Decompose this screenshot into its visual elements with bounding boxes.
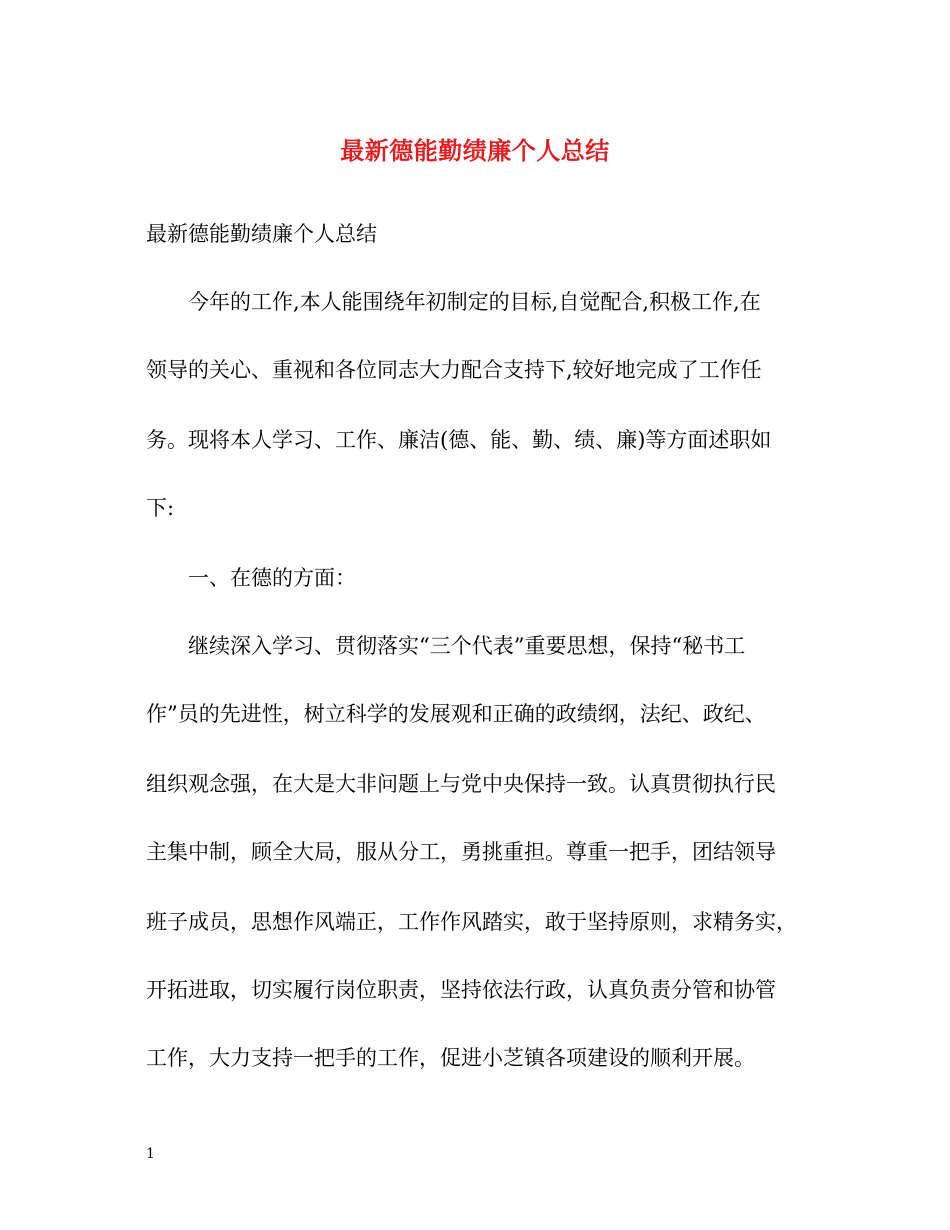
section-heading: 一、在德的方面： [188, 566, 356, 590]
body-line: 主集中制，顾全大局，服从分工，勇挑重担。尊重一把手，团结领导 [146, 840, 776, 864]
body-line: 作”员的先进性，树立科学的发展观和正确的政绩纲，法纪、政纪、 [146, 702, 766, 726]
body-line: 务。现将本人学习、工作、廉洁(德、能、勤、绩、廉)等方面述职如 [146, 428, 772, 452]
body-line: 下: [146, 496, 175, 520]
body-line: 工作，大力支持一把手的工作，促进小芝镇各项建设的顺利开展。 [146, 1046, 755, 1070]
body-line: 班子成员，思想作风端正，工作作风踏实，敢于坚持原则，求精务实， [146, 910, 797, 934]
body-line: 继续深入学习、贯彻落实“三个代表”重要思想，保持“秘书工 [188, 634, 746, 658]
body-line: 组织观念强，在大是大非问题上与党中央保持一致。认真贯彻执行民 [146, 772, 776, 796]
body-line: 领导的关心、重视和各位同志大力配合支持下,较好地完成了工作任 [146, 358, 762, 382]
page-number: 1 [146, 1146, 155, 1162]
document-title: 最新德能勤绩廉个人总结 [340, 136, 610, 165]
body-line: 开拓进取，切实履行岗位职责，坚持依法行政，认真负责分管和协管 [146, 978, 776, 1002]
document-subtitle: 最新德能勤绩廉个人总结 [146, 222, 377, 246]
body-line: 今年的工作,本人能围绕年初制定的目标,自觉配合,积极工作,在 [188, 290, 761, 314]
